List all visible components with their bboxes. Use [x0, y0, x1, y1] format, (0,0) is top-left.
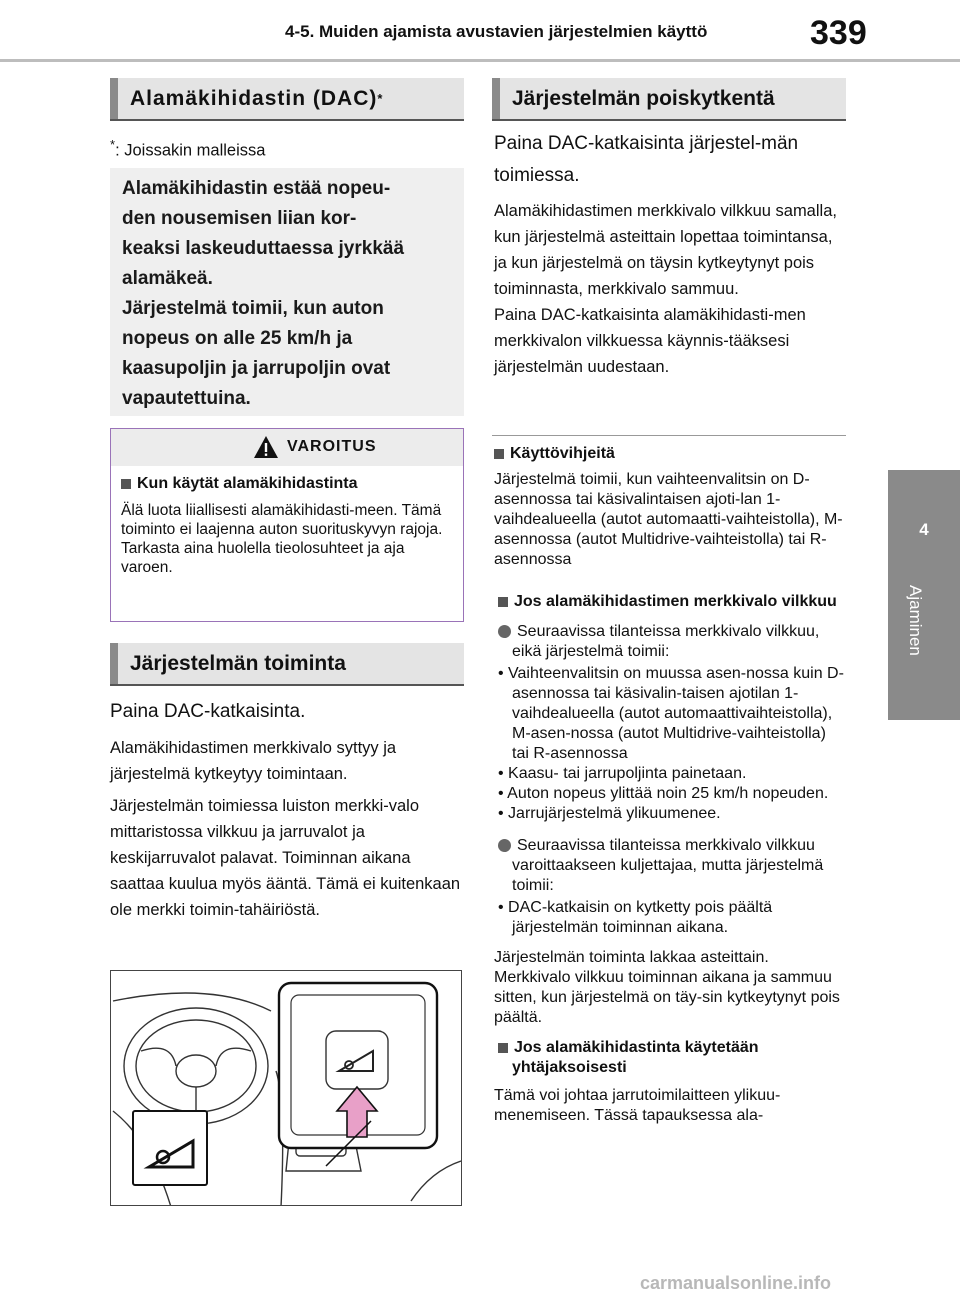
- warning-subtitle: [121, 475, 358, 493]
- case-1-item: • Kaasu- tai jarrupoljinta painetaan.: [498, 765, 747, 782]
- circle-bullet-icon: [498, 625, 511, 638]
- square-bullet-icon: [498, 597, 508, 607]
- warning-subtitle-text: Kun käytät alamäkihidastinta: [137, 475, 358, 492]
- case-1-intro: Seuraavissa tilanteissa merkkivalo vilkkuu, eikä järjestelmä toimii:: [494, 622, 844, 662]
- circle-bullet-icon: [498, 839, 511, 852]
- warning-text: Älä luota liiallisesti alamäkihidasti-meen. Tämä toiminto ei laajenna auton suorituskyvyn rajoja. Tarkasta aina huolella tieolosuhteet ja aja varoen.: [121, 502, 443, 576]
- dash-switch-drawing: [111, 971, 462, 1206]
- disable-body: [494, 198, 839, 380]
- running-header: 4-5. Muiden ajamista avustavien järjestelmien käyttö: [285, 22, 708, 41]
- disable-lead: Paina DAC-katkaisinta järjestel-män toimiessa.: [494, 133, 799, 186]
- square-bullet-icon: [121, 479, 131, 489]
- blink-section: [494, 592, 844, 1126]
- title-footnote-mark: *: [377, 91, 384, 106]
- section-title-text: Alamäkihidastin (DAC): [130, 86, 378, 110]
- section-bar: [110, 78, 118, 119]
- tips-text: Järjestelmä toimii, kun vaihteenvalitsin on D-asennossa tai käsivalintaisen ajoti-lan 1-vaihdealueella (autot automaatti-vaihteistolla), M-asennossa (autot Multidrive-vaihteistolla) tai R-asennossa: [494, 471, 843, 568]
- case-2-item: • DAC-katkaisin on kytketty pois päältä järjestelmän toiminnan aikana.: [498, 899, 773, 936]
- paragraph: Alamäkihidastimen merkkivalo vilkkuu samalla, kun järjestelmä asteittain lopettaa toimintansa, ja kun järjestelmä on täysin kytkeytynyt pois toiminnasta, merkkivalo sammuu.: [494, 202, 837, 298]
- summary-box: [110, 168, 464, 416]
- page-number: 339: [810, 14, 867, 52]
- instruction-lead: Paina DAC-katkaisinta.: [110, 701, 306, 722]
- dashboard-illustration: [110, 970, 462, 1206]
- blink-title: Jos alamäkihidastimen merkkivalo vilkkuu: [494, 592, 844, 612]
- section-bar: [110, 643, 118, 684]
- case-1-item: • Vaihteenvalitsin on muussa asen-nossa kuin D-asennossa tai käsivalin-taisen ajotilan 1-vaihdealueella (autot automaattivaihteistolla), M-asen-nossa (autot Multidrive-vaihteistolla) tai R-asennossa: [498, 665, 844, 762]
- watermark: carmanualsonline.info: [640, 1273, 832, 1293]
- warning-header: [111, 429, 463, 466]
- footnote-text: : Joissakin malleissa: [115, 141, 266, 160]
- case-2-intro: Seuraavissa tilanteissa merkkivalo vilkkuu varoittaakseen kuljettajaa, mutta järjestelmä toimii:: [494, 836, 844, 896]
- long-use-text: Tämä voi johtaa jarrutoimilaitteen ylikuu-menemiseen. Tässä tapauksessa ala-: [494, 1087, 781, 1124]
- tips-section: [494, 444, 844, 570]
- chapter-label: Ajaminen: [906, 585, 925, 656]
- long-use-title: Jos alamäkihidastinta käytetään yhtäjaksoisesti: [494, 1038, 844, 1078]
- summary-line: vapautettuina.: [122, 388, 251, 409]
- square-bullet-icon: [494, 449, 504, 459]
- summary-line: kaasupoljin ja jarrupoljin ovat: [122, 358, 391, 379]
- summary-line: Järjestelmä toimii, kun auton: [122, 298, 384, 319]
- case-1-item: • Auton nopeus ylittää noin 25 km/h nopeuden.: [498, 785, 829, 802]
- operation-body: [110, 735, 464, 929]
- section-title-text: Järjestelmän toiminta: [130, 651, 346, 675]
- chapter-number: 4: [919, 520, 929, 539]
- section-title-operation: [110, 643, 464, 686]
- header-rule: [0, 59, 960, 62]
- section-title-dac: [110, 78, 464, 121]
- footnote-mark: *: [110, 137, 116, 152]
- section-title-text: Järjestelmän poiskytkentä: [512, 86, 775, 110]
- warning-title: VAROITUS: [287, 438, 377, 455]
- square-bullet-icon: [498, 1043, 508, 1053]
- summary-line: den nousemisen liian kor-: [122, 208, 357, 229]
- summary-line: keaksi laskeuduttaessa jyrkkää: [122, 238, 405, 259]
- summary-line: Alamäkihidastin estää nopeu-: [122, 178, 391, 199]
- footnote: [110, 137, 265, 161]
- case-1-item: • Jarrujärjestelmä ylikuumenee.: [498, 805, 721, 822]
- section-bar: [492, 78, 500, 119]
- paragraph: Järjestelmän toiminta lakkaa asteittain. Merkkivalo vilkkuu toiminnan aikana ja sammuu sitten, kun järjestelmä on täy-sin kytkeytynyt pois päältä.: [494, 949, 840, 1026]
- section-title-disable: [492, 78, 846, 121]
- divider: [492, 435, 846, 436]
- paragraph: Alamäkihidastimen merkkivalo syttyy ja järjestelmä kytkeytyy toimintaan.: [110, 739, 397, 783]
- summary-line: alamäkeä.: [122, 268, 213, 289]
- warning-triangle-icon: [253, 435, 279, 459]
- summary-line: nopeus on alle 25 km/h ja: [122, 328, 353, 349]
- paragraph: Paina DAC-katkaisinta alamäkihidasti-men merkkivalon vilkkuessa käynnis-tääksesi järjestelmän uudestaan.: [494, 306, 806, 376]
- warning-box: [110, 428, 464, 622]
- tips-title: Käyttövihjeitä: [494, 444, 844, 464]
- paragraph: Järjestelmän toimiessa luiston merkki-valo mittaristossa vilkkuu ja jarruvalot ja keskijarruvalot palavat. Toiminnan aikana saattaa kuulua myös ääntä. Tämä ei kuitenkaan ole merkki toimin-tahäiriöstä.: [110, 797, 461, 919]
